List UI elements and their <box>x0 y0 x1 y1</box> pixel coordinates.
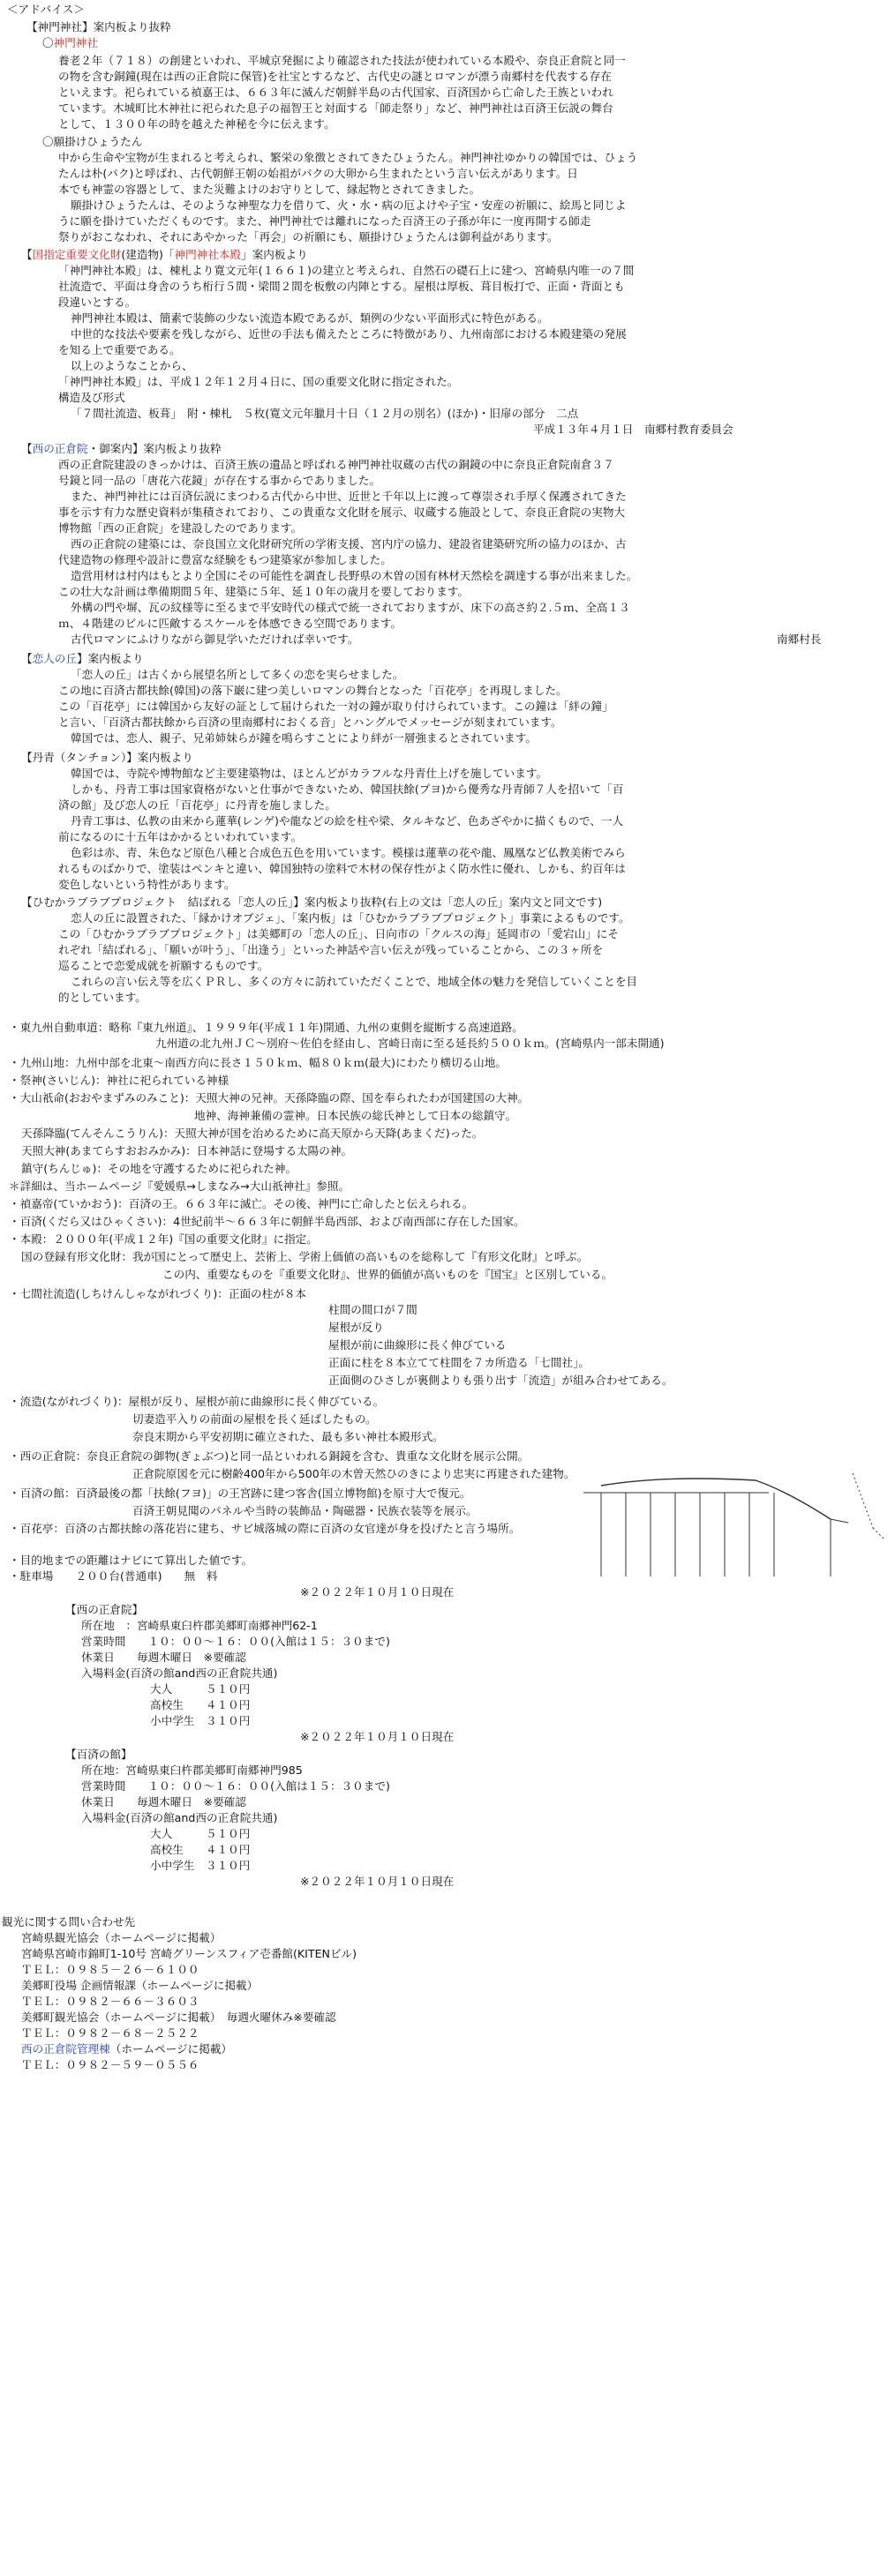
text-line <box>328 1337 507 1353</box>
line-text: 変色しないという特性があります。 <box>58 878 236 891</box>
line-text: ・七間社流造(しちけんしゃながれづくり)：正面の柱が８本 <box>9 1287 307 1300</box>
text-line <box>58 53 626 69</box>
text-line <box>58 990 147 1006</box>
line-text: ｍ、４階建のビルに匹敵するスケールを体感できる空間であります。 <box>58 617 402 630</box>
line-text: 柱間の間口が７間 <box>328 1303 417 1316</box>
text-line <box>21 1994 199 2010</box>
text-line <box>21 651 144 667</box>
text-line <box>132 1503 477 1519</box>
text-line <box>155 1036 665 1052</box>
line-text: 天照大神(あまてらすおおみかみ)：日本神話に登場する太陽の神。 <box>21 1144 353 1157</box>
text-line <box>71 536 627 552</box>
text-line <box>9 1179 350 1194</box>
text-line <box>58 69 612 85</box>
line-text: 【神門神社】案内板より抜粋 <box>26 20 171 34</box>
line-text: 高校生 ４１０円 <box>150 1843 251 1856</box>
text-line <box>71 326 627 342</box>
text-line <box>71 358 193 374</box>
text-line <box>21 1946 357 1962</box>
highlighted-text: 国指定重要文化財 <box>32 248 122 261</box>
line-text: ※２０２２年１０月１０日現在 <box>300 1585 455 1599</box>
text-line <box>328 1302 417 1318</box>
text-line <box>9 1020 523 1036</box>
text-line <box>328 1373 673 1389</box>
line-text: 休業日 毎週木曜日 ※要確認 <box>81 1795 246 1808</box>
text-line <box>21 1126 483 1142</box>
text-line <box>21 1143 352 1159</box>
text-line <box>58 861 626 877</box>
line-text: 色彩は赤、青、朱色など原色八種と合成色五色を用いています。模様は蓮華の花や龍、鳳凰など仏教美術でみら <box>71 846 626 859</box>
text-line <box>21 2041 232 2057</box>
text-line <box>65 1747 132 1763</box>
line-text: 【 <box>21 442 33 455</box>
text-line <box>58 829 302 845</box>
line-text: ・西の正倉院：奈良正倉院の御物(ぎょぶつ)と同一品といわれる銅鏡を含む、貴重な文化財を展示公開。 <box>9 1449 530 1463</box>
line-text: 本でも神霊の容器として、また災難よけのお守りとして、縁起物とされてきました。 <box>58 183 481 196</box>
line-text: 「神門神社本殿」は、棟札より寛文元年(１６６１)の建立と考えられ、自然石の礎石上に建つ、宮崎県内唯一の７間 <box>58 264 635 277</box>
line-text: ＴＥＬ：０９８２－６８－２５２２ <box>21 2026 199 2040</box>
line-text: 大人 ５１０円 <box>150 1682 251 1696</box>
text-line <box>21 750 193 766</box>
text-line <box>21 247 308 263</box>
line-text: 古代ロマンにふけりながら御見学いただければ幸いです。 <box>71 633 359 646</box>
line-text: この「百花亭」には韓国から友好の証として届けられた一対の鐘が取り付けられています。この鐘は「絆の鐘」 <box>58 700 613 713</box>
text-line <box>300 1584 454 1600</box>
line-text: 「恋人の丘」は古くから展望名所として多くの恋を実らせました。 <box>71 668 404 681</box>
text-line <box>21 1161 297 1177</box>
text-line <box>58 616 402 632</box>
text-line <box>21 1962 199 1978</box>
line-text: 段違いとする。 <box>58 296 137 309</box>
line-text: ・大山祇命(おおやまずみのみこと)：天照大神の兄神。天孫降臨の際、国を奉られたわが国建国の大神。 <box>9 1091 530 1105</box>
text-line <box>42 35 98 51</box>
line-text: 中から生命や宝物が生まれると考えられ、繁栄の象徴とされてきたひょうたん。神門神社ゆかりの韓国では、ひょう <box>58 151 638 164</box>
line-text: ＴＥＬ：０９８５－２６－６１００ <box>21 1963 199 1976</box>
line-text: 宮崎県観光協会（ホームページに掲載） <box>21 1931 222 1944</box>
text-line <box>71 730 537 746</box>
text-line <box>58 699 613 715</box>
text-line <box>58 116 335 132</box>
text-line <box>81 1650 246 1666</box>
text-line <box>9 1521 520 1537</box>
text-line <box>58 715 562 730</box>
text-line <box>71 406 578 422</box>
line-text: 正倉院原図を元に樹齢400年から500年の木曽天然ひのきにより忠実に再建された建物。 <box>132 1467 575 1480</box>
text-line <box>21 1978 258 1994</box>
text-line <box>300 1874 454 1890</box>
text-line <box>9 1553 252 1569</box>
text-line <box>58 926 619 942</box>
line-text: これらの言い伝え等を広くＰＲし、多くの方々に訪れていただくことで、地域全体の魅力を発信していくことを目 <box>71 975 638 988</box>
text-line <box>58 295 136 311</box>
line-text: (建造物)「 <box>121 248 175 261</box>
line-text: 奈良末期から平安初期に確立された、最も多い神社本殿形式。 <box>132 1430 444 1443</box>
line-text: 西の正倉院の建築には、奈良国立文化財研究所の学術支援、宮内庁の協力、建設省建築研究所の協力のほか、古 <box>71 537 627 550</box>
text-line <box>9 1486 470 1501</box>
line-text: （ホームページに掲載） <box>109 2042 233 2056</box>
text-line <box>9 1214 525 1230</box>
text-line <box>58 958 268 974</box>
highlighted-text: 西の正倉院 <box>32 442 88 455</box>
line-text: 前になるのに十五年はかかるといわれています。 <box>58 830 303 843</box>
line-text: 高校生 ４１０円 <box>150 1698 251 1711</box>
text-line <box>58 263 634 279</box>
line-text: 西の正倉院建設のきっかけは、百済王族の遺品と呼ばれる神門神社収蔵の古代の銅鏡の中に奈良正倉院南倉３７ <box>58 458 614 471</box>
text-line <box>58 552 392 568</box>
line-text: ・百花亭：百済の古都扶餘の落花岩に建ち、サビ城落城の際に百済の女官達が身を投げたと言う場所。 <box>9 1522 521 1535</box>
text-line <box>9 1449 529 1464</box>
line-text: 屋根が前に曲線形に長く伸びている <box>328 1338 507 1352</box>
line-text: ・祭神(さいじん)：神社に祀られている神様 <box>9 1074 229 1087</box>
text-line <box>9 1090 529 1106</box>
line-text: 事を示す有力な歴史資料が集積されており、この貴重な文化財を展示、収蔵する施設として、奈良正倉院の実物大 <box>58 505 626 519</box>
line-text: ＜アドバイス＞ <box>7 3 85 16</box>
text-line <box>58 342 181 358</box>
line-text: 〇 <box>42 36 54 49</box>
text-line <box>71 766 547 782</box>
text-line <box>777 632 821 648</box>
text-line <box>26 19 171 35</box>
line-text: 地神、海神兼備の霊神。日本民族の総氏神として日本の総鎮守。 <box>194 1109 517 1122</box>
line-text: 済の館」及び恋人の丘「百花亭」に丹青を施しました。 <box>58 798 336 812</box>
highlighted-text: 神門神社 <box>53 36 98 49</box>
text-line <box>71 845 626 861</box>
line-text: 代建造物の修理や設計に豊富な経験をもつ建築家が参加しました。 <box>58 553 392 566</box>
text-line <box>58 85 613 101</box>
line-text: 正面に柱を８本立てて柱間を７カ所造る「七間社」。 <box>328 1356 590 1369</box>
text-line <box>132 1429 444 1445</box>
text-line <box>71 568 637 584</box>
line-text: を知る上で重要である。 <box>58 343 181 356</box>
line-text: 宮崎県宮崎市錦町1-10号 宮崎グリーンスフィア壱番館(KITENビル) <box>21 1947 357 1960</box>
text-line <box>71 974 637 990</box>
text-line <box>21 1249 588 1265</box>
text-line <box>58 374 458 390</box>
line-text: 大人 ５１０円 <box>150 1827 251 1840</box>
line-text: れぞれ「結ばれる」、「願いが叶う」、「出逢う」といった神話や言い伝えが残っていることから、この３ヶ所を <box>58 943 604 956</box>
line-text: 社流造で、平面は身舎のうち桁行５間・梁間２間を板敷の内陣とする。屋根は厚板、葺目板打で、正面・背面とも <box>58 280 625 293</box>
text-line <box>150 1681 250 1697</box>
text-line <box>58 473 380 489</box>
line-text: 切妻造平入りの前面の屋根を長く延ばしたもの。 <box>132 1412 377 1426</box>
text-line <box>150 1697 250 1713</box>
line-text: ＊詳細は、当ホームページ『愛媛県→しまなみ→大山祇神社』参照。 <box>9 1179 350 1193</box>
line-text: 中世的な技法や要素を残しながら、近世の手法も備えたところに特徴があり、九州南部における本殿建築の発展 <box>71 327 627 341</box>
line-text: ・禎嘉帝(ていかおう)：百済の王。６６３年に滅亡。その後、神門に亡命したと伝えられる。 <box>9 1197 474 1210</box>
shrine-roof-illustration <box>566 1466 895 1579</box>
line-text: この壮大な計画は準備期間５年、建築に５年、延１０年の歳月を要しております。 <box>58 585 469 598</box>
line-text: 号鏡と同一品の「唐花六花鏡」が存在する事からでありました。 <box>58 474 381 487</box>
line-text: ・流造(ながれづくり)：屋根が反り、屋根が前に曲線形に長く伸びている。 <box>9 1395 385 1408</box>
text-line <box>71 311 549 326</box>
line-text: 】案内板より <box>76 652 144 665</box>
line-text: 【ひむかラブラブプロジェクト 結ばれる「恋人の丘」】案内板より抜粋(右上の文は「恋人の丘」案内文と同文です) <box>21 895 603 909</box>
line-text: 天孫降臨(てんそんこうりん)：天照大神が国を治めるために高天原から天降(あまくだ)った。 <box>21 1127 484 1140</box>
text-line <box>81 1778 390 1794</box>
line-text: 正面側のひさしが裏側よりも張り出す「流造」が組み合わせてある。 <box>328 1374 673 1387</box>
text-line <box>21 441 222 457</box>
line-text: 美郷町役場 企画情報課（ホームページに掲載） <box>21 1979 259 1992</box>
line-text: 入場料金(百済の館and西の正倉院共通) <box>81 1811 278 1824</box>
text-line <box>21 2026 199 2041</box>
line-text: ・目的地までの距離はナビにて算出した値です。 <box>9 1554 253 1567</box>
line-text: 「７間社流造、板葺」 附・棟札 ５枚(寛文元年臘月十日（１２月の別名）(ほか)・旧扉の部分 二点 <box>71 407 579 420</box>
line-text: 平成１３年４月１日 南郷村教育委員会 <box>533 423 733 436</box>
line-text: ・本殿：２０００年(平成１２年)『国の重要文化財』に指定。 <box>9 1232 318 1246</box>
line-text: 願掛けひょうたんは、そのような神聖な力を借りて、火・水・病の厄よけや子宝・安産の祈願に、絵馬と同じよ <box>71 198 627 212</box>
text-line <box>9 1196 473 1212</box>
line-text: 営業時間 １０：００〜１６：００(入館は１５：３０まで) <box>81 1779 390 1793</box>
line-text: しかも、丹青工事は国家資格がないと仕事ができないため、韓国扶餘(プヨ)から優秀な丹青師７人を招いて「百 <box>71 783 624 796</box>
line-text: 【 <box>21 248 33 261</box>
line-text: また、神門神社には百済伝説にまつわる古代から中世、近世と千年以上に渡って尊崇され手厚く保護されてきた <box>71 490 627 503</box>
text-line <box>9 1286 306 1302</box>
text-line <box>58 101 613 116</box>
line-text: ・東九州自動車道：略称『東九州道』、１９９９年(平成１１年)開通、九州の東側を縦断する高速道路。 <box>9 1021 523 1034</box>
line-text: 百済王朝見聞のパネルや当時の装飾品・陶磁器・民族衣装等を展示。 <box>132 1504 478 1517</box>
text-line <box>150 1713 250 1729</box>
text-line <box>150 1842 250 1858</box>
text-line <box>81 1794 246 1810</box>
line-text: 【百済の館】 <box>65 1748 132 1761</box>
text-line <box>58 279 625 295</box>
line-text: 九州道の北九州ＪＣ〜別府〜佐伯を経由し、宮崎日南に至る延長約５００ｋｍ。(宮崎県内一部未開通) <box>155 1037 665 1050</box>
highlighted-text: 西の正倉院管理棟 <box>21 2042 110 2056</box>
line-text: ・駐車場 ２００台(普通車) 無 料 <box>9 1569 218 1583</box>
text-line <box>9 1394 384 1410</box>
text-line <box>71 910 630 926</box>
line-text: ※２０２２年１０月１０日現在 <box>300 1730 455 1743</box>
text-line <box>150 1826 250 1842</box>
text-line <box>2 1914 135 1930</box>
text-line <box>58 942 603 958</box>
line-text: ています。木城町比木神社に祀られた息子の福智王と対面する「師走祭り」など、神門神社は百済王伝説の舞台 <box>58 101 613 115</box>
line-text: ※２０２２年１０月１０日現在 <box>300 1875 455 1888</box>
text-line <box>81 1618 318 1634</box>
line-text: 所在地：宮崎県東臼杵郡美郷町南郷神門985 <box>81 1764 303 1777</box>
line-text: 神門神社本殿は、簡素で装飾の少ない流造本殿であるが、類例の少ない平面形式に特色がある。 <box>71 311 549 325</box>
text-line <box>21 895 602 910</box>
text-line <box>81 1810 277 1826</box>
line-text: の物を含む銅鐘(現在は西の正倉院に保管)を社宝とするなど、古代史の謎とロマンが漂う南郷村を代表する存在 <box>58 70 612 83</box>
line-text: 的としています。 <box>58 991 147 1004</box>
text-line <box>58 229 558 245</box>
text-line <box>9 1073 229 1089</box>
text-line <box>21 2010 336 2026</box>
text-line <box>71 489 627 505</box>
line-text: 観光に関する問い合わせ先 <box>2 1915 136 1928</box>
line-text: 恋人の丘に設置された、「縁かけオブジェ」、「案内板」は「ひむかラブラブプロジェクト」事業によるものです。 <box>71 911 630 925</box>
text-line <box>300 1729 454 1745</box>
line-text: 以上のようなことから、 <box>71 359 193 372</box>
line-text: 南郷村長 <box>777 633 822 646</box>
line-text: 丹青工事は、仏教の由来から蓮華(レンゲ)や龍などの絵を柱や梁、タルキなど、色あざやかに描くもので、一人 <box>71 814 624 827</box>
text-line <box>533 422 733 438</box>
line-text: 韓国では、恋人、親子、兄弟姉妹らが鐘を鳴らすことにより絆が一層強まるとされています。 <box>71 731 537 745</box>
line-text: ＴＥＬ：０９８２－５９－０５５６ <box>21 2058 199 2071</box>
line-text: ＴＥＬ：０９８２－６６－３６０３ <box>21 1995 199 2008</box>
text-line <box>58 505 625 520</box>
text-line <box>65 1602 143 1618</box>
text-line <box>132 1412 377 1427</box>
text-line <box>71 782 623 798</box>
line-text: ・九州山地：九州中部を北東〜南西方向に長さ１５０ｋｍ、幅８０ｋｍ(最大)にわたり横切る山地。 <box>9 1056 507 1069</box>
line-text: 構造及び形式 <box>58 391 125 404</box>
text-line <box>58 457 614 473</box>
line-text: と言い、「百済古都扶餘から百済の里南郷村におくる音」とハングルでメッセージが刻まれています。 <box>58 715 562 729</box>
line-text: 「神門神社本殿」は、平成１２年１２月４日に、国の重要文化財に指定された。 <box>58 375 459 388</box>
line-text: うに願を掛けていただくものです。また、神門神社では離れになった百済王の子孫が年に一度再開する師走 <box>58 214 591 228</box>
text-line <box>58 150 637 166</box>
text-line <box>58 182 480 198</box>
line-text: 祭りがおこなわれ、それにあやかった「再会」の祈願にも、願掛けひょうたんは御利益があります。 <box>58 230 559 243</box>
line-text: この内、重要なものを『重要文化財』、世界的価値が高いものを『国宝』と区別している。 <box>162 1268 613 1281</box>
text-line <box>71 600 630 616</box>
text-line <box>150 1858 250 1874</box>
line-text: として、１３００年の時を越えた神秘を今に伝えます。 <box>58 117 335 131</box>
text-line <box>58 213 591 229</box>
text-line <box>328 1320 384 1336</box>
text-line <box>71 198 626 213</box>
text-line <box>81 1666 277 1681</box>
text-line <box>42 134 142 150</box>
line-text: 【丹青（タンチョン）】案内板より <box>21 751 193 764</box>
text-line <box>328 1355 590 1371</box>
highlighted-text: 恋人の丘 <box>32 652 77 665</box>
text-line <box>162 1267 613 1283</box>
text-line <box>58 877 236 893</box>
line-text: 〇願掛けひょうたん <box>42 135 143 148</box>
text-line <box>9 1569 218 1584</box>
line-text: 【西の正倉院】 <box>65 1603 144 1616</box>
text-line <box>58 166 578 182</box>
text-line <box>132 1466 575 1482</box>
line-text: 鎮守(ちんじゅ)：その地を守護するために祀られた神。 <box>21 1162 297 1175</box>
line-text: 営業時間 １０：００〜１６：００(入館は１５：３０まで) <box>81 1635 390 1648</box>
text-line <box>58 683 568 699</box>
text-line <box>71 813 623 829</box>
line-text: 外構の門や塀、瓦の紋様等に至るまで平安時代の様式で統一されておりますが、床下の高さ約２.５ｍ、全高１３ <box>71 601 630 614</box>
text-line <box>71 667 403 683</box>
text-line <box>71 632 358 648</box>
text-line <box>9 1055 507 1071</box>
line-text: 博物館「西の正倉院」を建設したのであります。 <box>58 521 303 535</box>
line-text: この地に百済古都扶餘(韓国)の落下巌に建つ美しいロマンの舞台となった「百花亭」を再現しました。 <box>58 684 568 697</box>
line-text: 韓国では、寺院や博物館など主要建築物は、ほとんどがカラフルな丹青仕上げを施しています。 <box>71 767 548 780</box>
text-line <box>7 2 85 18</box>
text-line <box>21 1930 221 1946</box>
text-line <box>194 1108 516 1124</box>
line-text: 養老２年（７１８）の創建といわれ、平城京発掘により確認された技法が使われている本殿や、奈良正倉院と同一 <box>58 54 626 67</box>
line-text: れるものばかりで、塗装はペンキと違い、韓国独特の塗料で木材の保存性がよく防水性に優れ、しかも、約百年は <box>58 862 626 875</box>
line-text: 国の登録有形文化財：我が国にとって歴史上、芸術上、学術上価値の高いものを総称して『有形文化財』と呼ぶ。 <box>21 1250 589 1263</box>
line-text: ・百済の館：百済最後の都「扶餘(フヨ)」の王宮跡に建つ客舎(国立博物館)を原寸大で復元。 <box>9 1486 471 1500</box>
line-text: ・百済(くだら又はひゃくさい)：4世紀前半〜６６３年に朝鮮半島西部、および南西部に存在した国家。 <box>9 1215 525 1228</box>
text-line <box>81 1763 303 1778</box>
line-text: 入場料金(百済の館and西の正倉院共通) <box>81 1666 278 1680</box>
text-line <box>81 1634 390 1650</box>
text-line <box>58 798 336 813</box>
highlighted-text: 神門神社本殿 <box>174 248 242 261</box>
line-text: 造営用材は村内はもとより全国にその可能性を調査し長野県の木曽の国有林材天然桧を調達する事が出来ました。 <box>71 569 638 582</box>
text-line <box>58 584 469 600</box>
line-text: この「ひむかラブラブプロジェクト」は美郷町の「恋人の丘」、日向市の「クルスの海」延岡市の「愛宕山」にそ <box>58 927 619 940</box>
text-line <box>58 390 125 406</box>
line-text: といえます。祀られている禎嘉王は、６６３年に滅んだ朝鮮半島の古代国家、百済国から亡命した王族といわれ <box>58 86 613 99</box>
line-text: 」案内板より <box>241 248 308 261</box>
text-line <box>58 520 302 536</box>
text-line <box>9 1232 318 1247</box>
line-text: 小中学生 ３１０円 <box>150 1714 251 1727</box>
text-line <box>21 2057 199 2073</box>
line-text: 【 <box>21 652 33 665</box>
line-text: 巡ることで恋愛成就を祈願するものです。 <box>58 959 269 972</box>
line-text: 美郷町観光協会（ホームページに掲載） 毎週火曜休み※要確認 <box>21 2011 336 2024</box>
line-text: たんは朴(パク)と呼ばれ、古代朝鮮王朝の始祖がパクの大卵から生まれたという言い伝えがあります。日 <box>58 167 578 180</box>
line-text: 小中学生 ３１０円 <box>150 1859 251 1872</box>
line-text: 屋根が反り <box>328 1321 384 1334</box>
line-text: 休業日 毎週木曜日 ※要確認 <box>81 1651 246 1664</box>
line-text: 所在地 ：宮崎県東臼杵郡美郷町南郷神門62-1 <box>81 1619 318 1632</box>
line-text: ・御案内】案内板より抜粋 <box>87 442 222 455</box>
